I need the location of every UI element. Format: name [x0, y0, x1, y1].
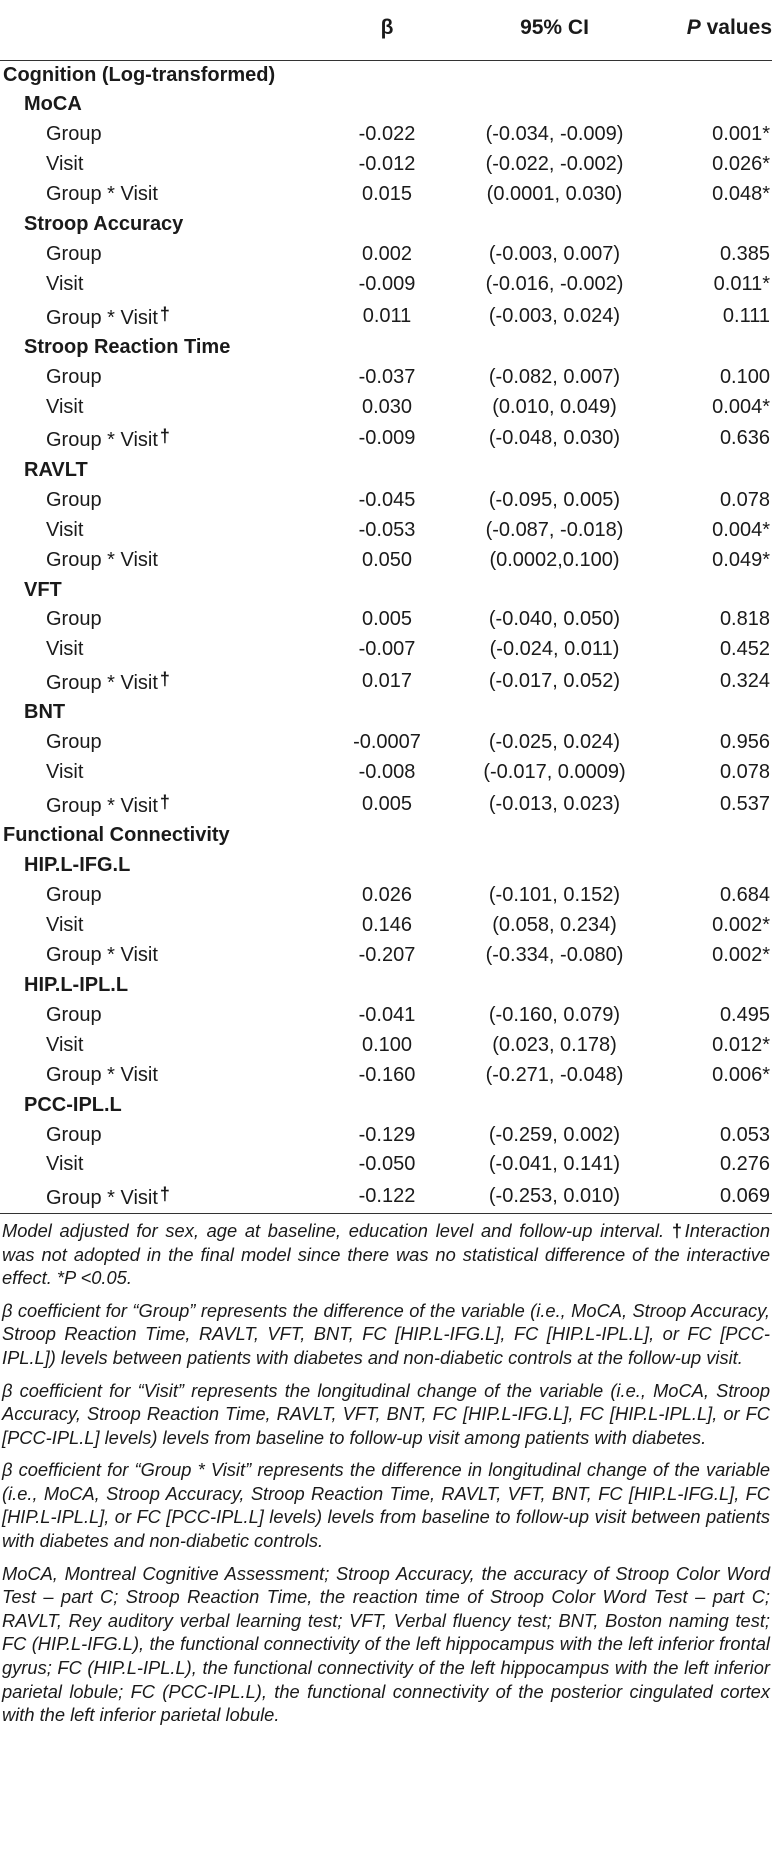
empty-cell [657, 60, 772, 90]
term-cell [0, 881, 322, 911]
table-row [0, 1000, 772, 1030]
p-value-cell: 0.452 [719, 638, 770, 661]
term-label: Group * Visit [46, 1063, 158, 1086]
measure-heading: Stroop Reaction Time [24, 335, 231, 358]
p-value-cell: 0.818 [719, 608, 770, 631]
term-label: Visit [46, 913, 84, 936]
beta-cell: 0.146 [361, 913, 413, 936]
footnote-group: β coefficient for “Group” represents the difference of the variable (i.e., MoCA, Stroop Accuracy, Stroop Reaction Time, RAVLT, VFT, BNT, FC [HIP.L-IFG.L], FC [HIP.L-IPL.L], or FC [PCC-IPL.L]) levels between patients with diabetes and non-diabetic controls at the follow-up visit. [2, 1299, 770, 1368]
table-row [0, 635, 772, 665]
term-cell [0, 150, 322, 180]
beta-cell: 0.017 [361, 669, 413, 692]
table-row [0, 788, 772, 821]
term-cell [0, 1000, 322, 1030]
term-label: Group * Visit [46, 183, 158, 206]
p-value-cell: 0.100 [719, 365, 770, 388]
term-label: Visit [46, 1033, 84, 1056]
ci-cell: (-0.259, 0.002) [488, 1123, 621, 1146]
table-row [0, 605, 772, 635]
measure-heading-row [0, 698, 772, 728]
table-row [0, 362, 772, 392]
term-cell [0, 180, 322, 210]
term-cell [0, 788, 322, 821]
measure-heading-row [0, 455, 772, 485]
footnote-model [2, 1219, 770, 1290]
measure-heading: Stroop Accuracy [24, 213, 184, 236]
beta-cell: -0.009 [358, 427, 416, 450]
empty-cell [657, 970, 772, 1000]
header-p-letter: P [686, 16, 701, 39]
table-row [0, 881, 772, 911]
beta-cell: -0.207 [358, 943, 416, 966]
ci-cell: (-0.003, 0.007) [488, 243, 621, 266]
term-cell [0, 665, 322, 698]
beta-cell: -0.0007 [353, 731, 421, 754]
beta-cell: -0.041 [358, 1003, 416, 1026]
table-row [0, 180, 772, 210]
term-label: Visit [46, 273, 84, 296]
measure-heading-row [0, 1090, 772, 1120]
ci-cell: (-0.025, 0.024) [488, 731, 621, 754]
ci-cell: (-0.160, 0.079) [488, 1003, 621, 1026]
beta-cell: 0.050 [361, 548, 413, 571]
p-value-cell: 0.049* [712, 548, 770, 571]
term-cell [0, 545, 322, 575]
term-label: Group [46, 731, 102, 754]
measure-heading: HIP.L-IPL.L [24, 973, 129, 996]
term-label: Visit [46, 153, 84, 176]
term-cell [0, 1030, 322, 1060]
ci-cell: (-0.040, 0.050) [488, 608, 621, 631]
table-row [0, 728, 772, 758]
ci-cell: (0.0002,0.100) [489, 548, 620, 571]
ci-cell: (-0.334, -0.080) [485, 943, 624, 966]
term-cell [0, 515, 322, 545]
ci-cell: (0.0001, 0.030) [486, 183, 623, 206]
ci-cell: (-0.253, 0.010) [452, 1180, 657, 1214]
measure-heading: BNT [24, 701, 66, 724]
p-value-cell: 0.001* [712, 123, 770, 146]
p-value-cell: 0.537 [719, 792, 770, 815]
footnote-model-text-b: Interaction was not adopted in the final model since there was no statistical difference of the interactive effect. *P <0.05. [2, 1219, 771, 1289]
empty-cell [322, 60, 452, 90]
measure-heading-row [0, 210, 772, 240]
p-value-cell: 0.636 [719, 427, 770, 450]
beta-cell: 0.005 [361, 792, 413, 815]
term-cell [0, 1120, 322, 1150]
ci-cell: (-0.034, -0.009) [485, 123, 624, 146]
term-label: Group [46, 608, 102, 631]
term-cell [0, 422, 322, 455]
empty-cell [657, 575, 772, 605]
footnote-abbreviations: MoCA, Montreal Cognitive Assessment; Stroop Accuracy, the accuracy of Stroop Color Word Test – part C; Stroop Reaction Time, the reaction time of Stroop Color Word Test – part C; RAVLT, Rey auditory verbal learning test; VFT, Verbal fluency test; BNT, Boston naming test; FC (HIP.L-IFG.L), the functional connectivity of the left hippocampus with the left inferior frontal gyrus; FC (HIP.L-IPL.L), the functional connectivity of the left hippocampus with the left inferior parietal lobule; FC (PCC-IPL.L), the functional connectivity of the posterior cingulated cortex with the left inferior parietal lobule. [2, 1562, 770, 1726]
table-row [0, 545, 772, 575]
empty-cell [322, 455, 452, 485]
table-row [0, 665, 772, 698]
p-value-cell: 0.078 [719, 761, 770, 784]
p-value-cell: 0.111 [722, 304, 770, 327]
term-label: Group * Visit [46, 306, 158, 329]
ci-cell: (-0.271, -0.048) [485, 1063, 624, 1086]
beta-cell: 0.011 [362, 304, 412, 327]
p-value-cell: 0.684 [719, 884, 770, 907]
table-row [0, 240, 772, 270]
p-value-cell: 0.385 [719, 243, 770, 266]
p-value-cell: 0.276 [719, 1153, 770, 1176]
empty-cell [452, 851, 657, 881]
beta-cell: -0.037 [358, 365, 416, 388]
measure-heading: PCC-IPL.L [24, 1093, 122, 1116]
term-label: Group [46, 123, 102, 146]
p-value-cell: 0.078 [719, 488, 770, 511]
term-cell [0, 362, 322, 392]
empty-cell [452, 821, 657, 851]
measure-heading-row [0, 970, 772, 1000]
ci-cell: (0.023, 0.178) [492, 1033, 617, 1056]
term-label: Visit [46, 395, 84, 418]
empty-cell [657, 210, 772, 240]
term-cell [0, 728, 322, 758]
term-label: Visit [46, 638, 84, 661]
header-beta: β [322, 0, 452, 60]
empty-cell [452, 90, 657, 120]
empty-cell [452, 698, 657, 728]
empty-cell [322, 970, 452, 1000]
measure-heading: RAVLT [24, 458, 88, 481]
empty-cell [452, 333, 657, 363]
empty-cell [322, 821, 452, 851]
table-row [0, 940, 772, 970]
empty-cell [657, 698, 772, 728]
footnote-interaction: β coefficient for “Group * Visit” represents the difference in longitudinal change of the variable (i.e., MoCA, Stroop Accuracy, Stroop Reaction Time, RAVLT, VFT, BNT, FC [HIP.L-IFG.L], FC [HIP.L-IPL.L], or FC [PCC-IPL.L] levels) levels from baseline to follow-up visit between patients with diabetes and non-diabetic controls. [2, 1459, 770, 1552]
dagger-symbol: † [159, 426, 170, 447]
term-cell [0, 940, 322, 970]
p-value-cell: 0.026* [712, 153, 770, 176]
p-value-cell: 0.053 [719, 1123, 770, 1146]
measure-heading-row [0, 333, 772, 363]
beta-cell: -0.129 [358, 1123, 416, 1146]
p-value-cell: 0.004* [712, 395, 770, 418]
empty-cell [452, 60, 657, 90]
header-variable [0, 0, 322, 60]
term-cell [0, 240, 322, 270]
table-footnotes [0, 1214, 772, 1727]
term-label: Visit [46, 518, 84, 541]
beta-cell: 0.005 [361, 608, 413, 631]
p-value-cell: 0.956 [719, 731, 770, 754]
p-value-cell: 0.002* [712, 913, 770, 936]
ci-cell: (-0.101, 0.152) [488, 884, 621, 907]
section-heading-row [0, 60, 772, 90]
dagger-symbol: † [671, 1219, 685, 1241]
p-value-cell: 0.006* [712, 1063, 770, 1086]
term-cell [0, 120, 322, 150]
empty-cell [657, 1090, 772, 1120]
ci-cell: (-0.095, 0.005) [488, 488, 621, 511]
footnote-model-text-a: Model adjusted for sex, age at baseline, education level and follow-up interval. [2, 1219, 672, 1241]
table-row [0, 911, 772, 941]
table-row [0, 1150, 772, 1180]
beta-cell: -0.053 [358, 518, 416, 541]
ci-cell: (-0.022, -0.002) [485, 153, 624, 176]
term-cell [0, 1150, 322, 1180]
empty-cell [452, 1090, 657, 1120]
term-label: Group * Visit [46, 429, 158, 452]
table-row [0, 1180, 772, 1214]
ci-cell: (-0.082, 0.007) [488, 365, 621, 388]
beta-cell: -0.160 [358, 1063, 416, 1086]
beta-cell: -0.009 [358, 273, 416, 296]
measure-heading-row [0, 90, 772, 120]
header-ci: 95% CI [452, 0, 657, 60]
p-value-cell: 0.048* [712, 183, 770, 206]
dagger-symbol: † [159, 1183, 170, 1204]
beta-cell: -0.022 [358, 123, 416, 146]
empty-cell [452, 575, 657, 605]
table-row [0, 1030, 772, 1060]
beta-cell: 0.100 [361, 1033, 413, 1056]
term-cell [0, 1180, 322, 1214]
table-header [0, 0, 772, 60]
ci-cell: (-0.087, -0.018) [485, 518, 624, 541]
term-label: Group * Visit [46, 548, 158, 571]
ci-cell: (-0.013, 0.023) [488, 792, 621, 815]
term-label: Group * Visit [46, 671, 158, 694]
term-label: Group [46, 1003, 102, 1026]
table-row [0, 422, 772, 455]
ci-cell: (-0.024, 0.011) [489, 638, 620, 661]
empty-cell [452, 210, 657, 240]
measure-heading: VFT [24, 578, 62, 601]
table-row [0, 150, 772, 180]
table-row [0, 758, 772, 788]
table-row [0, 1120, 772, 1150]
empty-cell [322, 1090, 452, 1120]
measure-heading: MoCA [24, 93, 82, 116]
term-cell [0, 758, 322, 788]
p-value-cell: 0.495 [719, 1003, 770, 1026]
term-cell [0, 392, 322, 422]
table-row [0, 120, 772, 150]
term-cell [0, 270, 322, 300]
ci-cell: (-0.017, 0.0009) [483, 761, 626, 784]
empty-cell [452, 455, 657, 485]
header-p-rest: values [700, 16, 772, 39]
p-value-cell: 0.011* [713, 273, 770, 296]
p-value-cell: 0.324 [719, 669, 770, 692]
beta-cell: 0.015 [361, 183, 413, 206]
measure-heading-row [0, 851, 772, 881]
ci-cell: (-0.003, 0.024) [488, 304, 621, 327]
empty-cell [322, 575, 452, 605]
beta-cell: -0.122 [322, 1180, 452, 1214]
table-body [0, 60, 772, 1213]
beta-cell: 0.030 [361, 395, 413, 418]
table-row [0, 270, 772, 300]
term-label: Group * Visit [46, 794, 158, 817]
ci-cell: (0.010, 0.049) [492, 395, 617, 418]
section-heading-row [0, 821, 772, 851]
term-label: Visit [46, 761, 84, 784]
table-row [0, 300, 772, 333]
ci-cell: (-0.048, 0.030) [488, 427, 621, 450]
table-row [0, 1060, 772, 1090]
term-cell [0, 911, 322, 941]
ci-cell: (-0.017, 0.052) [488, 669, 621, 692]
empty-cell [657, 821, 772, 851]
term-label: Group [46, 1123, 102, 1146]
term-cell [0, 635, 322, 665]
term-label: Group * Visit [46, 943, 158, 966]
empty-cell [657, 333, 772, 363]
empty-cell [452, 970, 657, 1000]
beta-cell: -0.008 [358, 761, 416, 784]
p-value-cell: 0.012* [712, 1033, 770, 1056]
ci-cell: (-0.041, 0.141) [488, 1153, 621, 1176]
term-label: Group [46, 488, 102, 511]
term-cell [0, 605, 322, 635]
dagger-symbol: † [159, 303, 170, 324]
table-row [0, 485, 772, 515]
section-heading: Cognition (Log-transformed) [3, 63, 276, 86]
term-label: Group [46, 884, 102, 907]
term-label: Group [46, 243, 102, 266]
empty-cell [322, 333, 452, 363]
p-value-cell: 0.002* [712, 943, 770, 966]
dagger-symbol: † [159, 791, 170, 812]
footnote-visit: β coefficient for “Visit” represents the longitudinal change of the variable (i.e., MoCA, Stroop Accuracy, Stroop Reaction Time, RAVLT, VFT, BNT, FC [HIP.L-IFG.L], FC [HIP.L-IPL.L], or FC [PCC-IPL.L] levels) levels from baseline to follow-up visit among patients with diabetes. [2, 1379, 770, 1448]
term-label: Group [46, 365, 102, 388]
table-row [0, 392, 772, 422]
empty-cell [657, 851, 772, 881]
beta-cell: -0.045 [358, 488, 416, 511]
empty-cell [657, 90, 772, 120]
empty-cell [322, 210, 452, 240]
empty-cell [657, 455, 772, 485]
p-value-cell: 0.004* [712, 518, 770, 541]
term-cell [0, 300, 322, 333]
empty-cell [322, 851, 452, 881]
p-value-cell: 0.069 [657, 1180, 772, 1214]
measure-heading: HIP.L-IFG.L [24, 854, 131, 877]
empty-cell [322, 698, 452, 728]
dagger-symbol: † [159, 668, 170, 689]
empty-cell [322, 90, 452, 120]
term-cell [0, 485, 322, 515]
beta-cell: 0.026 [361, 884, 413, 907]
beta-cell: 0.002 [361, 243, 413, 266]
table-row [0, 515, 772, 545]
header-p-values [657, 0, 772, 60]
beta-cell: -0.050 [358, 1153, 416, 1176]
term-label: Visit [46, 1153, 84, 1176]
section-heading: Functional Connectivity [3, 824, 230, 847]
measure-heading-row [0, 575, 772, 605]
beta-cell: -0.012 [358, 153, 416, 176]
ci-cell: (0.058, 0.234) [492, 913, 617, 936]
beta-cell: -0.007 [358, 638, 416, 661]
ci-cell: (-0.016, -0.002) [485, 273, 624, 296]
term-label: Group * Visit [46, 1186, 158, 1209]
term-cell [0, 1060, 322, 1090]
